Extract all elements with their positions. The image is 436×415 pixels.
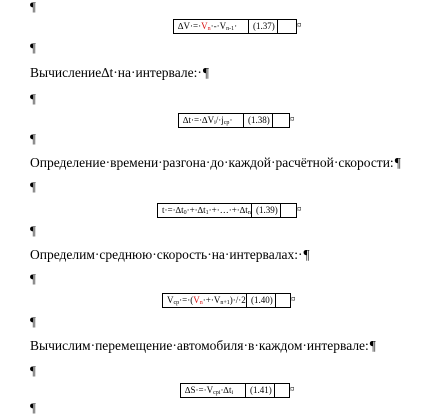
pilcrow: ¶: [30, 131, 36, 146]
formula-1-41[interactable]: [180, 383, 290, 398]
paragraph-interval-dt[interactable]: Вычисление∆t·на·интервале:·¶: [30, 65, 209, 80]
cell-mark: ¤: [297, 20, 302, 30]
empty-cell[interactable]: [275, 384, 281, 397]
cell-mark: ¤: [290, 384, 295, 394]
pilcrow: ¶: [30, 363, 36, 378]
paragraph-acceleration-time[interactable]: Определение·времени·разгона·до·каждой·расчётной·скорости:¶: [30, 155, 401, 170]
cell-mark: ¤: [297, 204, 302, 214]
empty-cell[interactable]: [273, 114, 279, 127]
equation-number[interactable]: (1.39): [252, 204, 281, 217]
formula-cell[interactable]: $\Delta S\cdot=\cdot V_{срi}\cdot\Delta t_i$: [181, 384, 246, 397]
formula-cell[interactable]: $V_{ср}\cdot=\cdot(V_n\cdot+\cdot V_{n+1})\cdot/\cdot 2$: [163, 294, 247, 307]
pilcrow: ¶: [30, 179, 36, 194]
pilcrow: ¶: [30, 314, 36, 329]
formula-cell[interactable]: $t\cdot=\cdot\Delta t_0\cdot+\cdot\Delta t_1\cdot+\cdot\dots\cdot+\cdot\Delta t_n$: [158, 204, 252, 217]
formula-1-39[interactable]: [157, 203, 297, 218]
pilcrow: ¶: [30, 40, 36, 55]
pilcrow: ¶: [30, 271, 36, 286]
paragraph-average-speed[interactable]: Определим·среднюю·скорость·на·интервалах:·¶: [30, 247, 310, 262]
empty-cell[interactable]: [276, 294, 282, 307]
formula-1-38[interactable]: [178, 113, 290, 128]
cell-mark: ¤: [291, 294, 296, 304]
formula-1-37[interactable]: [173, 19, 297, 34]
formula-1-40[interactable]: [162, 293, 291, 308]
pilcrow: ¶: [30, 0, 36, 14]
pilcrow: ¶: [30, 400, 36, 415]
pilcrow: ¶: [30, 223, 36, 238]
equation-number[interactable]: (1.38): [244, 114, 273, 127]
equation-number[interactable]: (1.37): [249, 20, 278, 33]
pilcrow: ¶: [30, 91, 36, 106]
formula-cell[interactable]: $\Delta V\cdot=\cdot V_n\cdot-\cdot V_{n-1}\cdot$: [174, 20, 249, 33]
cell-mark: ¤: [290, 114, 295, 124]
empty-cell[interactable]: [278, 20, 284, 33]
equation-number[interactable]: (1.40): [247, 294, 276, 307]
formula-cell[interactable]: $\Delta t\cdot=\cdot\Delta V_i/\cdot j_{ср}\cdot$: [179, 114, 244, 127]
equation-number[interactable]: (1.41): [246, 384, 275, 397]
paragraph-displacement[interactable]: Вычислим·перемещение·автомобиля·в·каждом·интервале:¶: [30, 338, 376, 353]
empty-cell[interactable]: [281, 204, 287, 217]
